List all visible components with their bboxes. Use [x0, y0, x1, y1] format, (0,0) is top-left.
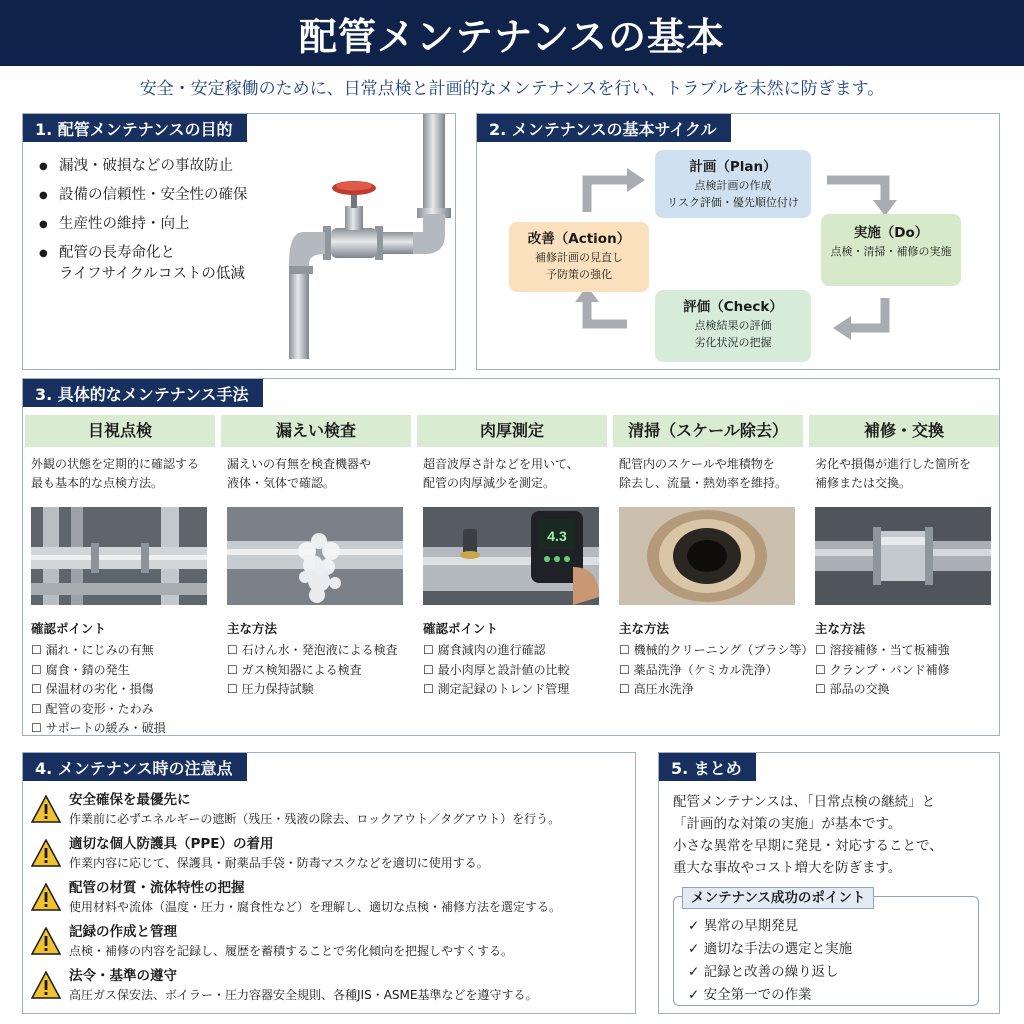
method-item: ☐ 高圧水洗浄 — [619, 680, 803, 700]
cycle-check-box — [655, 290, 811, 362]
scale-removal-photo — [619, 507, 795, 605]
cycle-plan-box — [655, 150, 811, 218]
method-item: ☐ 機械的クリーニング（ブラシ等） — [619, 641, 803, 661]
method-title: 漏えい検査 — [221, 415, 411, 447]
method-card-repair — [809, 415, 999, 733]
method-label: 主な方法 — [619, 621, 670, 636]
summary-panel — [658, 752, 1000, 1014]
cautions-panel — [22, 752, 636, 1014]
method-item: ☐ クランプ・バンド補修 — [815, 661, 999, 681]
success-points-list — [688, 915, 852, 1007]
purpose-item-line: ライフサイクルコストの低減 — [59, 266, 245, 282]
method-item: ☐ 溶接補修・当て板補強 — [815, 641, 999, 661]
caution-item — [31, 923, 631, 965]
cycle-plan-desc: 点検計画の作成 — [694, 179, 772, 192]
section-title: 3. 具体的なメンテナンス手法 — [23, 379, 263, 407]
method-item-list — [221, 637, 411, 700]
gauge-reading: 4.3 — [547, 528, 567, 544]
method-item: ☐ 腐食・錆の発生 — [31, 661, 215, 681]
summary-line: 重大な事故やコスト増大を防ぎます。 — [673, 860, 902, 876]
cycle-plan-desc: リスク評価・優先順位付け — [667, 196, 799, 209]
method-label: 主な方法 — [227, 621, 278, 636]
method-item: ☐ 薬品洗浄（ケミカル洗浄） — [619, 661, 803, 681]
cycle-action-box — [509, 222, 649, 292]
success-point: ✓ 適切な手法の選定と実施 — [688, 938, 852, 961]
methods-panel — [22, 378, 1000, 736]
method-item: ☐ 最小肉厚と設計値の比較 — [423, 661, 607, 681]
cycle-do-desc: 点検・清掃・補修の実施 — [830, 245, 952, 258]
header-banner — [0, 0, 1024, 66]
success-points-box — [673, 890, 979, 1006]
summary-line: 配管メンテナンスは、「日常点検の継続」と — [673, 794, 936, 810]
success-point: ✓ 記録と改善の繰り返し — [688, 961, 852, 984]
warning-icon — [31, 795, 61, 823]
caution-item — [31, 791, 631, 833]
method-item: ☐ 部品の交換 — [815, 680, 999, 700]
cycle-do-box — [821, 214, 961, 286]
leak-test-photo — [227, 507, 403, 605]
method-label: 確認ポイント — [31, 621, 107, 636]
cycle-plan-title: 計画（Plan） — [689, 159, 777, 175]
method-title: 補修・交換 — [809, 415, 999, 447]
page-subtitle: 安全・安定稼働のために、日常点検と計画的なメンテナンスを行い、トラブルを未然に防ぎます。 — [139, 79, 885, 99]
method-title: 清掃（スケール除去） — [613, 415, 803, 447]
caution-title: 安全確保を最優先に — [69, 792, 191, 808]
method-item: ☐ 保温材の劣化・損傷 — [31, 680, 215, 700]
caution-item — [31, 967, 631, 1009]
cycle-panel — [476, 113, 1000, 370]
cycle-action-desc: 予防策の強化 — [546, 268, 612, 281]
caution-title: 配管の材質・流体特性の把握 — [69, 880, 245, 896]
method-item: ☐ 圧力保持試験 — [227, 680, 411, 700]
method-title: 肉厚測定 — [417, 415, 607, 447]
caution-item — [31, 835, 631, 877]
cycle-check-desc: 点検結果の評価 — [694, 319, 772, 332]
clamp-repair-photo — [815, 507, 991, 605]
caution-desc: 高圧ガス保安法、ボイラー・圧力容器安全規則、各種JIS・ASME基準などを遵守する。 — [69, 988, 538, 1002]
warning-icon — [31, 927, 61, 955]
method-desc: 劣化や損傷が進行した箇所を 補修または交換。 — [815, 457, 972, 490]
summary-line: 小さな異常を早期に発見・対応することで、 — [673, 838, 943, 854]
cycle-do-title: 実施（Do） — [853, 225, 929, 241]
success-point: ✓ 異常の早期発見 — [688, 915, 852, 938]
method-card-visual — [25, 415, 215, 733]
summary-line: 「計画的な対策の実施」が基本です。 — [673, 816, 902, 832]
section-title: 5. まとめ — [659, 753, 756, 781]
method-desc: 超音波厚さ計などを用いて、 配管の肉厚減少を測定。 — [423, 457, 579, 490]
purpose-item: ● 漏洩・破損などの事故防止 — [37, 156, 287, 177]
method-desc: 配管内のスケールや堆積物を 除去し、流量・熱効率を維持。 — [619, 457, 788, 490]
method-item: ☐ 腐食減肉の進行確認 — [423, 641, 607, 661]
summary-text — [673, 791, 993, 879]
method-item: ☐ 石けん水・発泡液による検査 — [227, 641, 411, 661]
method-item-list — [25, 637, 215, 739]
page-title: 配管メンテナンスの基本 — [299, 14, 725, 59]
success-point: ✓ 安全第一での作業 — [688, 984, 852, 1007]
purpose-item-line: 配管の長寿命化と — [59, 245, 175, 261]
method-item: ☐ ガス検知器による検査 — [227, 661, 411, 681]
method-card-leak — [221, 415, 411, 733]
method-item-list — [613, 637, 814, 700]
method-item: ☐ 配管の変形・たわみ — [31, 700, 215, 720]
method-item: ☐ 漏れ・にじみの有無 — [31, 641, 215, 661]
method-desc: 外観の状態を定期的に確認する 最も基本的な点検方法。 — [31, 457, 200, 490]
warning-icon — [31, 971, 61, 999]
purpose-item: ● 設備の信頼性・安全性の確保 — [37, 185, 287, 206]
valve-pipe-illustration — [289, 114, 457, 359]
caution-desc: 点検・補修の内容を記録し、履歴を蓄積することで劣化傾向を把握しやすくする。 — [69, 944, 514, 958]
success-points-title: メンテナンス成功のポイント — [682, 887, 874, 909]
caution-desc: 作業前に必ずエネルギーの遮断（残圧・残液の除去、ロックアウト／タグアウト）を行う。 — [69, 812, 561, 826]
purpose-item: ● 生産性の維持・向上 — [37, 214, 287, 235]
section-title: 1. 配管メンテナンスの目的 — [23, 114, 247, 142]
caution-title: 記録の作成と管理 — [69, 924, 177, 940]
caution-title: 適切な個人防護具（PPE）の着用 — [69, 836, 274, 852]
section-title: 2. メンテナンスの基本サイクル — [477, 114, 731, 142]
method-label: 主な方法 — [815, 621, 866, 636]
cycle-check-desc: 劣化状況の把握 — [694, 336, 772, 349]
caution-desc: 使用材料や流体（温度・圧力・腐食性など）を理解し、適切な点検・補修方法を選定する。 — [69, 900, 562, 914]
purpose-list — [37, 156, 287, 285]
cycle-check-title: 評価（Check） — [683, 299, 783, 315]
thickness-gauge-photo — [423, 507, 599, 605]
visual-inspection-photo — [31, 507, 207, 605]
method-item: ☐ サポートの緩み・破損 — [31, 719, 215, 739]
method-item-list — [809, 637, 999, 700]
cycle-action-title: 改善（Action） — [527, 231, 631, 247]
purpose-panel — [22, 113, 456, 370]
method-label: 確認ポイント — [423, 621, 499, 636]
method-item-list — [417, 637, 607, 700]
cycle-action-desc: 補修計画の見直し — [535, 251, 623, 264]
method-card-thickness — [417, 415, 607, 733]
method-card-cleaning — [613, 415, 814, 733]
purpose-item — [37, 243, 287, 285]
method-desc: 漏えいの有無を検査機器や 液体・気体で確認。 — [227, 457, 372, 490]
method-title: 目視点検 — [25, 415, 215, 447]
warning-icon — [31, 839, 61, 867]
method-item: ☐ 測定記録のトレンド管理 — [423, 680, 607, 700]
section-title: 4. メンテナンス時の注意点 — [23, 753, 247, 781]
caution-item — [31, 879, 631, 921]
warning-icon — [31, 883, 61, 911]
caution-desc: 作業内容に応じて、保護具・耐薬品手袋・防毒マスクなどを適切に使用する。 — [69, 856, 489, 870]
caution-title: 法令・基準の遵守 — [69, 968, 177, 984]
